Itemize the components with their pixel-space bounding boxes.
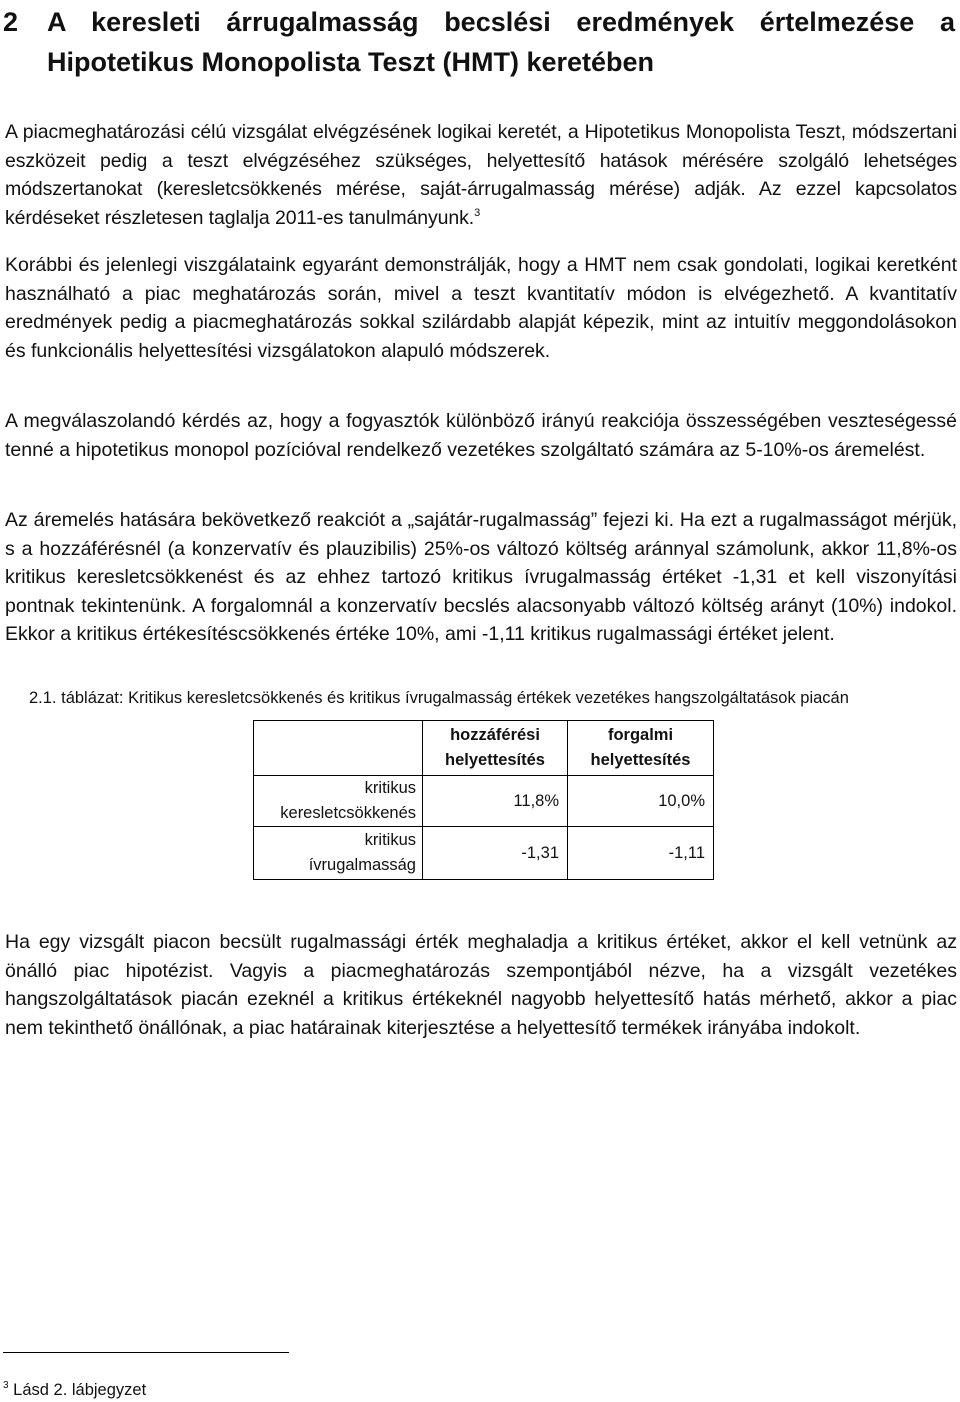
row-label-line2: keresletcsökkenés (280, 804, 416, 822)
footnote (3, 1378, 146, 1402)
section-title: A keresleti árrugalmasság becslési eredmények értelmezése a Hipotetikus Monopolista Teszt (HMT) keretében (47, 7, 955, 77)
paragraph-1-text: A piacmeghatározási célú vizsgálat elvégzésének logikai keretét, a Hipotetikus Monopolista Teszt, módszertani eszközeit pedig a teszt elvégzéséhez szükséges, helyettesítő hatások mérésére szolgáló lehetséges módszertanokat (keresletcsökkenés mérése, saját-árrugalmasság mérése) adják. Az ezzel kapcsolatos kérdéseket részletesen taglalja 2011-es tanulmányunk. (5, 121, 957, 229)
paragraph-5: Ha egy vizsgált piacon becsült rugalmassági érték meghaladja a kritikus értéket, akkor el kell vetnünk az önálló piac hipotézist. Vagyis a piacmeghatározás szempontjából nézve, ha a vizsgált vezetékes hangszolgáltatások piacán ezeknél a kritikus értékeknél nagyobb helyettesítő hatás mérhető, akkor a piac nem tekinthető önállónak, a piac határainak kiterjesztése a helyettesítő termékek irányába indokolt. (5, 931, 957, 1039)
row-label-critical-arc-elasticity (254, 827, 423, 880)
table-header-access (423, 721, 568, 776)
section-number: 2 (3, 7, 19, 37)
section-heading (3, 2, 955, 82)
table-header-traffic (568, 721, 714, 776)
row-label-line1: kritikus (364, 831, 416, 849)
row-label-critical-demand-decrease (254, 776, 423, 827)
footnote-separator (3, 1352, 289, 1353)
critical-values-table (253, 720, 714, 880)
table-cell-access-elasticity: -1,31 (423, 827, 568, 880)
table-caption: 2.1. táblázat: Kritikus keresletcsökkenés és kritikus ívrugalmasság értékek vezetékes hangszolgáltatások piacán (29, 689, 849, 707)
table-header-row (254, 721, 714, 776)
header-traffic-line2: helyettesítés (590, 751, 691, 769)
table-cell-traffic-demand: 10,0% (568, 776, 714, 827)
row-label-line2: ívrugalmasság (308, 856, 416, 874)
header-traffic-line1: forgalmi (607, 726, 674, 744)
footnote-reference[interactable]: 3 (474, 206, 481, 219)
row-label-line1: kritikus (364, 779, 416, 797)
table (253, 720, 714, 880)
table-cell-traffic-elasticity: -1,11 (568, 827, 714, 880)
table-header-empty-cell (254, 721, 423, 776)
paragraph-4: Az áremelés hatására bekövetkező reakciót a „sajátár-rugalmasság” fejezi ki. Ha ezt a rugalmasságot mérjük, s a hozzáférésnél (a konzervatív és plauzibilis) 25%-os változó költség aránnyal számolunk, akkor 11,8%-os kritikus keresletcsökkenést és az ehhez tartozó kritikus ívrugalmasság értéket -1,31 et kell viszonyítási pontnak tekintenünk. A forgalomnál a konzervatív becslés alacsonyabb változó költség arányt (10%) indokol. Ekkor a kritikus értékesítéscsökkenés értéke 10%, ami -1,11 kritikus rugalmassági értéket jelent. (5, 509, 957, 645)
header-access-line1: hozzáférési (450, 726, 540, 744)
footnote-text: Lásd 2. lábjegyzet (13, 1381, 147, 1399)
paragraph-3: A megválaszolandó kérdés az, hogy a fogyasztók különböző irányú reakciója összességében veszteségessé tenné a hipotetikus monopol pozícióval rendelkező vezetékes szolgáltató számára az 5-10%-os áremelést. (5, 410, 957, 461)
footnote-marker: 3 (3, 1380, 9, 1391)
table-row (254, 827, 714, 880)
table-cell-access-demand: 11,8% (423, 776, 568, 827)
paragraph-1 (5, 118, 957, 232)
header-access-line2: helyettesítés (445, 751, 545, 769)
paragraph-2: Korábbi és jelenlegi viszgálataink egyaránt demonstrálják, hogy a HMT nem csak gondolati, logikai keretként használható a piac meghatározás során, mivel a teszt kvantitatív módon is elvégezhető. A kvantitatív eredmények pedig a piacmeghatározás sokkal szilárdabb alapját képezik, mint az intuitív meggondolásokon és funkcionális helyettesítési vizsgálatokon alapuló módszerek. (5, 254, 957, 362)
table-row (254, 776, 714, 827)
